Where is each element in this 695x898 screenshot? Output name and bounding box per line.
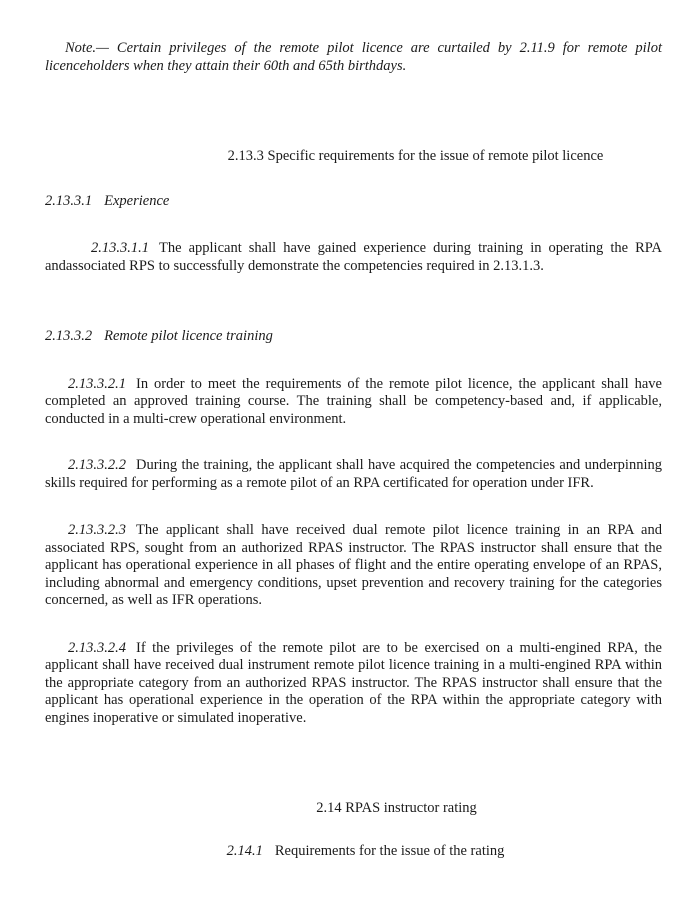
subsection-title: Requirements for the issue of the rating (274, 842, 505, 859)
section-heading-2-14: 2.14 RPAS instructor rating (316, 800, 477, 816)
paragraph-text: The applicant shall have received dual remote pilot licence training in an RPA and associated RPS, sought from an authorized RPAS instructor. The RPAS instructor shall ensure that the applicant has operational experience in all phases of flight and the entire operating envelope of an RPAS, including abnormal and emergency conditions, upset prevention and recovery training for the categories concerned, as well as IFR operations. (45, 522, 662, 608)
subsection-title: Remote pilot licence training (104, 328, 273, 344)
paragraph-2-13-3-2-2 (45, 457, 662, 492)
paragraph-number: 2.13.3.2.4 (68, 639, 126, 656)
subsection-heading-2-13-3-1 (45, 193, 662, 211)
subsection-number: 2.13.3.1 (45, 192, 93, 209)
section-heading-2-13-3: 2.13.3 Specific requirements for the issue of remote pilot licence (227, 148, 604, 164)
paragraph-number: 2.13.3.2.1 (68, 375, 126, 392)
paragraph-2-13-3-2-1 (45, 376, 662, 429)
paragraph-number: 2.13.3.2.3 (68, 522, 126, 538)
subsection-title: Experience (104, 192, 170, 209)
subsection-heading-2-14-1 (69, 843, 662, 861)
paragraph-2-13-3-2-3 (45, 522, 662, 610)
paragraph-2-13-3-2-4 (45, 640, 662, 728)
paragraph-text: During the training, the applicant shall have acquired the competencies and underpinning skills required for performing as a remote pilot of an RPA certificated for operation under IFR. (45, 457, 662, 491)
paragraph-number: 2.13.3.1.1 (91, 240, 149, 256)
subsection-number: 2.13.3.2 (45, 328, 93, 344)
subsection-number: 2.14.1 (226, 842, 263, 859)
paragraph-2-13-3-1-1 (45, 240, 662, 275)
paragraph-text: The applicant shall have gained experience during training in operating the RPA andassociated RPS to successfully demonstrate the competencies required in 2.13.1.3. (45, 240, 662, 274)
paragraph-number: 2.13.3.2.2 (68, 457, 126, 473)
subsection-heading-2-13-3-2 (45, 328, 662, 346)
note-paragraph: Note.— Certain privileges of the remote pilot licence are curtailed by 2.11.9 for remote pilot licenceholders when they attain their 60th and 65th birthdays. (45, 40, 662, 74)
paragraph-text: In order to meet the requirements of the remote pilot licence, the applicant shall have completed an approved training course. The training shall be competency-based and, if applicable, conducted in a multi-crew operational environment. (45, 375, 662, 427)
paragraph-text: If the privileges of the remote pilot are to be exercised on a multi-engined RPA, the applicant shall have received dual instrument remote pilot licence training in a multi-engined RPA within the appropriate category from an authorized RPAS instructor. The RPAS instructor shall ensure that the applicant has operational experience in the operation of the RPA within the appropriate category with engines inoperative or simulated inoperative. (45, 639, 662, 726)
